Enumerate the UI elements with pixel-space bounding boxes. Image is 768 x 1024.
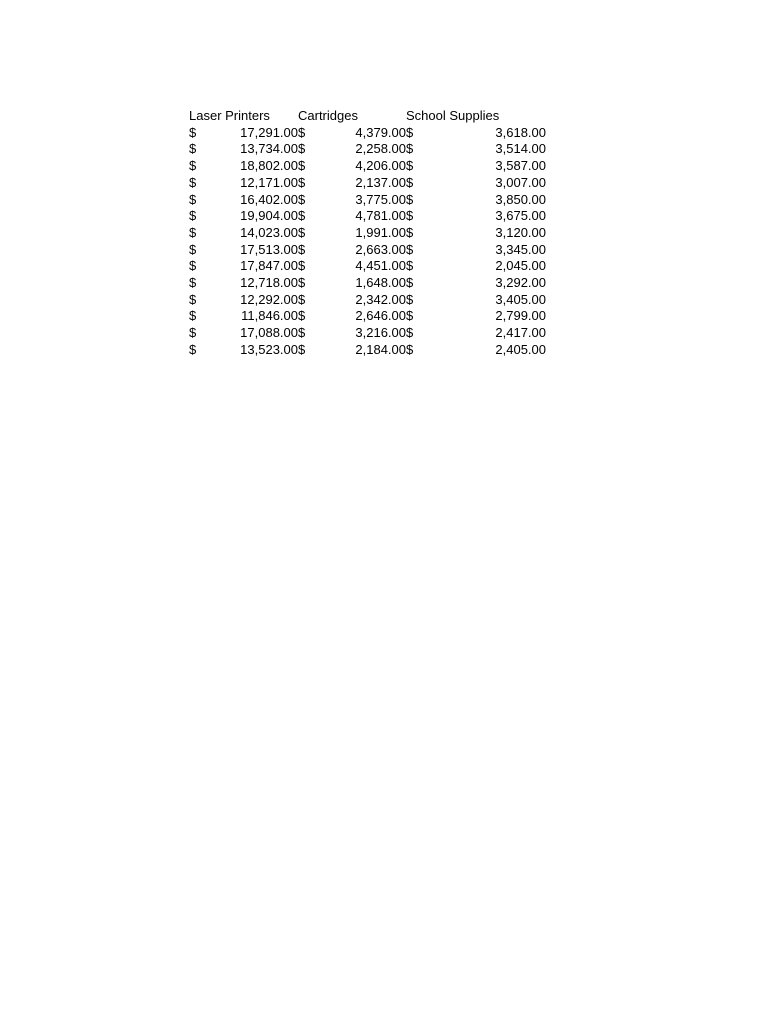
amount-cell-school-supplies: 2,405.00 <box>495 341 546 357</box>
currency-symbol: $ <box>406 325 414 341</box>
currency-symbol: $ <box>406 124 414 140</box>
amount-cell-school-supplies: 3,345.00 <box>495 241 546 257</box>
amount-cell-school-supplies: 2,799.00 <box>495 308 546 324</box>
header-row <box>189 108 546 125</box>
currency-symbol: $ <box>189 291 197 307</box>
table-row <box>189 325 546 342</box>
column-header-laser-printers: Laser Printers <box>189 108 270 123</box>
amount-cell-laser-printers: 17,291.00 <box>240 124 298 140</box>
amount-cell-school-supplies: 3,405.00 <box>495 291 546 307</box>
currency-symbol: $ <box>189 158 197 174</box>
amount-cell-laser-printers: 13,734.00 <box>240 141 298 157</box>
currency-symbol: $ <box>406 224 414 240</box>
column-header-cartridges: Cartridges <box>298 108 358 123</box>
amount-cell-laser-printers: 19,904.00 <box>240 208 298 224</box>
amount-cell-school-supplies: 3,292.00 <box>495 275 546 291</box>
amount-cell-school-supplies: 3,007.00 <box>495 174 546 190</box>
currency-symbol: $ <box>298 308 306 324</box>
amount-cell-school-supplies: 3,120.00 <box>495 224 546 240</box>
currency-symbol: $ <box>298 325 306 341</box>
table-row <box>189 308 546 325</box>
amount-cell-cartridges: 2,663.00 <box>355 241 406 257</box>
amount-cell-school-supplies: 2,417.00 <box>495 325 546 341</box>
currency-symbol: $ <box>298 191 306 207</box>
currency-symbol: $ <box>189 241 197 257</box>
amount-cell-laser-printers: 12,171.00 <box>240 174 298 190</box>
amount-cell-cartridges: 4,206.00 <box>355 158 406 174</box>
currency-symbol: $ <box>406 174 414 190</box>
table-row <box>189 208 546 225</box>
amount-cell-laser-printers: 11,846.00 <box>241 308 298 324</box>
sales-table <box>189 108 546 359</box>
amount-cell-cartridges: 1,648.00 <box>355 275 406 291</box>
amount-cell-laser-printers: 12,292.00 <box>240 291 298 307</box>
amount-cell-school-supplies: 2,045.00 <box>495 258 546 274</box>
amount-cell-school-supplies: 3,514.00 <box>495 141 546 157</box>
currency-symbol: $ <box>298 258 306 274</box>
amount-cell-laser-printers: 14,023.00 <box>240 224 298 240</box>
amount-cell-cartridges: 2,137.00 <box>355 174 406 190</box>
currency-symbol: $ <box>189 208 197 224</box>
amount-cell-school-supplies: 3,587.00 <box>495 158 546 174</box>
amount-cell-cartridges: 4,451.00 <box>355 258 406 274</box>
amount-cell-laser-printers: 13,523.00 <box>240 341 298 357</box>
column-header-school-supplies: School Supplies <box>406 108 500 123</box>
table-body <box>189 125 546 359</box>
currency-symbol: $ <box>189 258 197 274</box>
currency-symbol: $ <box>298 124 306 140</box>
currency-symbol: $ <box>298 275 306 291</box>
amount-cell-laser-printers: 16,402.00 <box>240 191 298 207</box>
currency-symbol: $ <box>298 291 306 307</box>
table-row <box>189 141 546 158</box>
amount-cell-cartridges: 3,775.00 <box>355 191 406 207</box>
amount-cell-cartridges: 2,646.00 <box>355 308 406 324</box>
currency-symbol: $ <box>406 141 414 157</box>
amount-cell-laser-printers: 17,513.00 <box>240 241 298 257</box>
currency-symbol: $ <box>406 308 414 324</box>
table-row <box>189 258 546 275</box>
amount-cell-school-supplies: 3,675.00 <box>495 208 546 224</box>
amount-cell-cartridges: 4,379.00 <box>355 124 406 140</box>
currency-symbol: $ <box>189 191 197 207</box>
currency-symbol: $ <box>189 124 197 140</box>
table-row <box>189 242 546 259</box>
currency-symbol: $ <box>298 141 306 157</box>
table-row <box>189 158 546 175</box>
currency-symbol: $ <box>298 224 306 240</box>
currency-symbol: $ <box>189 141 197 157</box>
currency-symbol: $ <box>189 341 197 357</box>
amount-cell-cartridges: 2,184.00 <box>355 341 406 357</box>
currency-symbol: $ <box>189 275 197 291</box>
currency-symbol: $ <box>406 208 414 224</box>
currency-symbol: $ <box>406 191 414 207</box>
currency-symbol: $ <box>298 241 306 257</box>
amount-cell-school-supplies: 3,850.00 <box>495 191 546 207</box>
currency-symbol: $ <box>298 341 306 357</box>
amount-cell-cartridges: 2,258.00 <box>355 141 406 157</box>
currency-symbol: $ <box>406 291 414 307</box>
currency-symbol: $ <box>406 275 414 291</box>
amount-cell-laser-printers: 17,847.00 <box>240 258 298 274</box>
currency-symbol: $ <box>406 241 414 257</box>
amount-cell-cartridges: 2,342.00 <box>355 291 406 307</box>
amount-cell-laser-printers: 17,088.00 <box>240 325 298 341</box>
spreadsheet-page <box>189 108 546 359</box>
table-row <box>189 225 546 242</box>
currency-symbol: $ <box>298 174 306 190</box>
amount-cell-cartridges: 4,781.00 <box>355 208 406 224</box>
currency-symbol: $ <box>406 258 414 274</box>
currency-symbol: $ <box>189 224 197 240</box>
table-row <box>189 125 546 142</box>
amount-cell-cartridges: 3,216.00 <box>355 325 406 341</box>
amount-cell-cartridges: 1,991.00 <box>355 224 406 240</box>
currency-symbol: $ <box>298 158 306 174</box>
currency-symbol: $ <box>406 158 414 174</box>
currency-symbol: $ <box>189 174 197 190</box>
table-row <box>189 192 546 209</box>
amount-cell-laser-printers: 12,718.00 <box>240 275 298 291</box>
table-row <box>189 342 546 359</box>
table-row <box>189 275 546 292</box>
currency-symbol: $ <box>189 325 197 341</box>
amount-cell-laser-printers: 18,802.00 <box>240 158 298 174</box>
currency-symbol: $ <box>406 341 414 357</box>
currency-symbol: $ <box>189 308 197 324</box>
amount-cell-school-supplies: 3,618.00 <box>495 124 546 140</box>
currency-symbol: $ <box>298 208 306 224</box>
table-row <box>189 292 546 309</box>
table-row <box>189 175 546 192</box>
